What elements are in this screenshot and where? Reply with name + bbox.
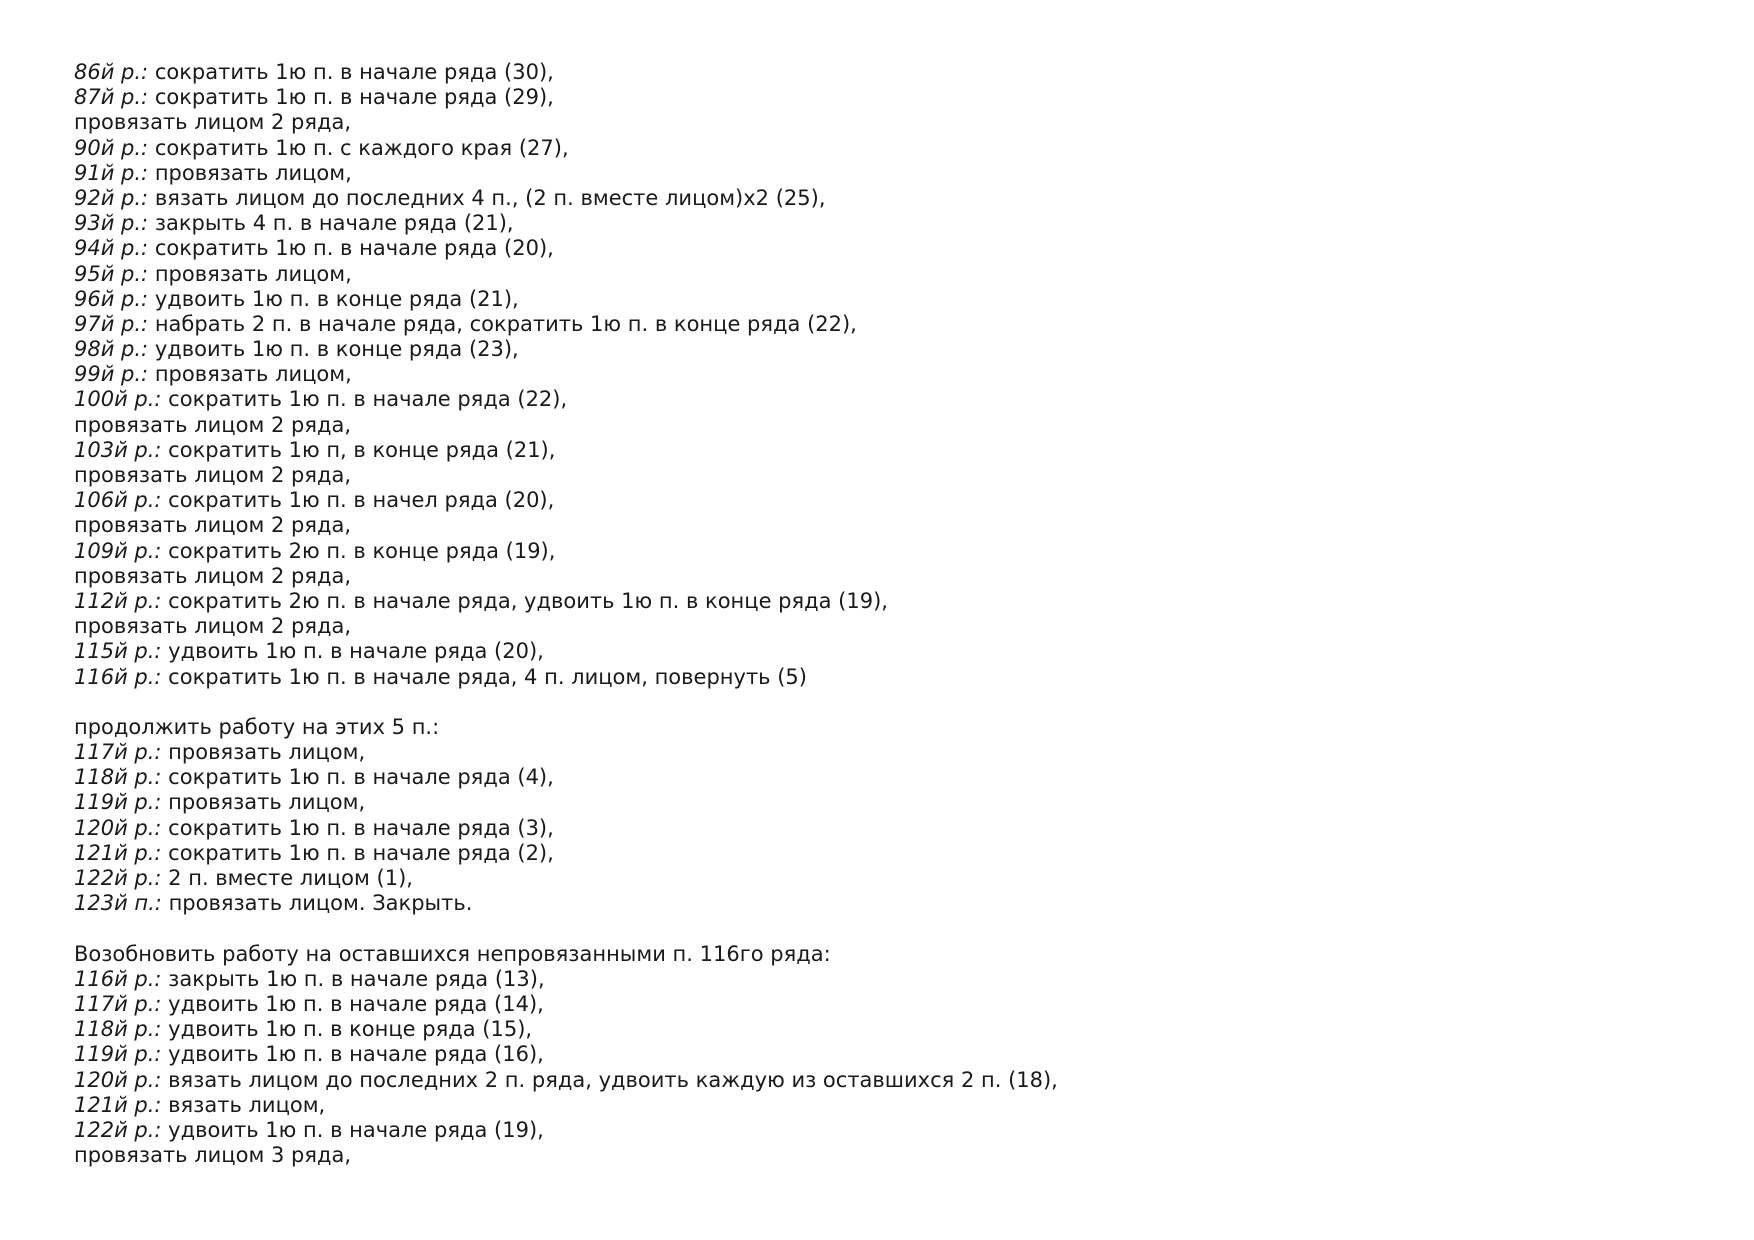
instruction-line: [74, 287, 1674, 312]
instruction-text: удвоить 1ю п. в начале ряда (19),: [161, 1117, 544, 1142]
instruction-text: провязать лицом,: [148, 261, 352, 286]
instruction-text: удвоить 1ю п. в начале ряда (16),: [161, 1042, 544, 1067]
instruction-line: [74, 564, 1674, 589]
instruction-text: закрыть 4 п. в начале ряда (21),: [148, 211, 514, 236]
instruction-text: провязать лицом 2 ряда,: [74, 110, 352, 135]
row-number-label: 109й р.:: [74, 538, 162, 563]
instruction-line: [74, 211, 1674, 236]
instruction-line: [74, 539, 1674, 564]
instruction-text: сократить 1ю п. в начале ряда (3),: [161, 815, 554, 840]
row-number-label: 121й р.:: [74, 1092, 162, 1117]
row-number-label: 106й р.:: [74, 488, 162, 513]
instruction-text: сократить 1ю п. в начале ряда, 4 п. лицом, повернуть (5): [161, 664, 807, 689]
instruction-text: сократить 1ю п. в начале ряда (30),: [148, 60, 554, 84]
instruction-text: удвоить 1ю п. в начале ряда (20),: [161, 639, 544, 664]
instruction-text: вязать лицом до последних 4 п., (2 п. вместе лицом)x2 (25),: [148, 185, 826, 210]
instruction-line: [74, 1118, 1674, 1143]
row-number-label: 86й р.:: [74, 60, 149, 84]
instruction-text: 2 п. вместе лицом (1),: [161, 866, 413, 890]
instruction-text: провязать лицом. Закрыть.: [161, 891, 473, 916]
row-number-label: 116й р.:: [74, 966, 162, 991]
instruction-line: [74, 413, 1674, 438]
instruction-line: [74, 740, 1674, 765]
row-number-label: 87й р.:: [74, 85, 149, 110]
instruction-line: [74, 60, 1674, 85]
instruction-text: сократить 1ю п. в начел ряда (20),: [161, 488, 555, 513]
row-number-label: 97й р.:: [74, 311, 149, 336]
instruction-line: [74, 891, 1674, 916]
row-number-label: 121й р.:: [74, 840, 162, 865]
row-number-label: 94й р.:: [74, 236, 149, 261]
instruction-line: [74, 992, 1674, 1017]
instruction-line: [74, 463, 1674, 488]
instruction-line: [74, 841, 1674, 866]
instruction-line: [74, 1068, 1674, 1093]
instruction-text: удвоить 1ю п. в конце ряда (23),: [148, 337, 519, 362]
paragraph-gap: [74, 916, 1674, 941]
row-number-label: 120й р.:: [74, 1067, 162, 1092]
row-number-label: 112й р.:: [74, 588, 162, 613]
instruction-text: провязать лицом 2 ряда,: [74, 513, 352, 538]
row-number-label: 99й р.:: [74, 362, 149, 387]
instruction-line: [74, 337, 1674, 362]
instruction-text: провязать лицом 3 ряда,: [74, 1143, 352, 1168]
pattern-instructions: [74, 60, 1674, 1168]
row-number-label: 123й п.:: [74, 891, 162, 916]
instruction-text: сократить 2ю п. в начале ряда, удвоить 1ю п. в конце ряда (19),: [161, 588, 888, 613]
row-number-label: 120й р.:: [74, 815, 162, 840]
instruction-text: провязать лицом,: [161, 740, 366, 765]
instruction-text: удвоить 1ю п. в конце ряда (21),: [148, 286, 519, 311]
instruction-line: [74, 589, 1674, 614]
instruction-text: провязать лицом,: [148, 160, 352, 185]
instruction-line: [74, 1093, 1674, 1118]
instruction-line: [74, 790, 1674, 815]
instruction-text: удвоить 1ю п. в начале ряда (14),: [161, 991, 544, 1016]
row-number-label: 91й р.:: [74, 160, 149, 185]
instruction-text: сократить 1ю п. в начале ряда (20),: [148, 236, 554, 261]
instruction-text: провязать лицом 2 ряда,: [74, 463, 352, 487]
instruction-line: [74, 262, 1674, 287]
row-number-label: 118й р.:: [74, 1017, 162, 1042]
instruction-line: [74, 161, 1674, 186]
instruction-line: [74, 236, 1674, 261]
row-number-label: 119й р.:: [74, 790, 162, 815]
instruction-text: вязать лицом,: [161, 1092, 326, 1117]
row-number-label: 119й р.:: [74, 1042, 162, 1067]
row-number-label: 90й р.:: [74, 135, 149, 160]
instruction-text: сократить 2ю п. в конце ряда (19),: [161, 538, 556, 563]
instruction-text: провязать лицом 2 ряда,: [74, 412, 352, 437]
instruction-line: [74, 488, 1674, 513]
row-number-label: 116й р.:: [74, 664, 162, 689]
instruction-line: [74, 186, 1674, 211]
row-number-label: 92й р.:: [74, 185, 149, 210]
row-number-label: 118й р.:: [74, 765, 162, 790]
row-number-label: 115й р.:: [74, 639, 162, 664]
instruction-line: [74, 942, 1674, 967]
row-number-label: 96й р.:: [74, 286, 149, 311]
row-number-label: 98й р.:: [74, 337, 149, 362]
instruction-line: [74, 1042, 1674, 1067]
instruction-text: сократить 1ю п. в начале ряда (2),: [161, 840, 554, 865]
instruction-text: сократить 1ю п. с каждого края (27),: [148, 135, 569, 160]
row-number-label: 93й р.:: [74, 211, 149, 236]
instruction-line: [74, 387, 1674, 412]
instruction-line: [74, 513, 1674, 538]
instruction-line: [74, 1017, 1674, 1042]
row-number-label: 100й р.:: [74, 387, 162, 412]
instruction-text: сократить 1ю п. в начале ряда (29),: [148, 85, 554, 110]
instruction-line: [74, 438, 1674, 463]
row-number-label: 117й р.:: [74, 991, 162, 1016]
row-number-label: 95й р.:: [74, 261, 149, 286]
instruction-text: сократить 1ю п. в начале ряда (22),: [161, 387, 568, 412]
instruction-line: [74, 614, 1674, 639]
instruction-line: [74, 85, 1674, 110]
instruction-text: сократить 1ю п, в конце ряда (21),: [161, 437, 556, 462]
instruction-line: [74, 1143, 1674, 1168]
row-number-label: 117й р.:: [74, 740, 162, 765]
row-number-label: 103й р.:: [74, 437, 162, 462]
instruction-text: провязать лицом 2 ряда,: [74, 563, 352, 588]
instruction-line: [74, 665, 1674, 690]
instruction-line: [74, 816, 1674, 841]
instruction-text: провязать лицом 2 ряда,: [74, 614, 352, 639]
instruction-line: [74, 765, 1674, 790]
instruction-text: закрыть 1ю п. в начале ряда (13),: [161, 966, 545, 991]
instruction-text: Возобновить работу на оставшихся непровязанными п. 116го ряда:: [74, 941, 831, 966]
paragraph-gap: [74, 690, 1674, 715]
instruction-line: [74, 639, 1674, 664]
row-number-label: 122й р.:: [74, 1117, 162, 1142]
instruction-text: сократить 1ю п. в начале ряда (4),: [161, 765, 554, 790]
instruction-line: [74, 362, 1674, 387]
instruction-line: [74, 136, 1674, 161]
instruction-line: [74, 866, 1674, 891]
instruction-line: [74, 715, 1674, 740]
instruction-text: продолжить работу на этих 5 п.:: [74, 714, 440, 739]
instruction-text: провязать лицом,: [148, 362, 352, 387]
instruction-text: удвоить 1ю п. в конце ряда (15),: [161, 1017, 533, 1042]
instruction-text: набрать 2 п. в начале ряда, сократить 1ю п. в конце ряда (22),: [148, 311, 857, 336]
instruction-line: [74, 110, 1674, 135]
row-number-label: 122й р.:: [74, 866, 162, 890]
instruction-line: [74, 967, 1674, 992]
instruction-text: вязать лицом до последних 2 п. ряда, удвоить каждую из оставшихся 2 п. (18),: [161, 1067, 1058, 1092]
instruction-text: провязать лицом,: [161, 790, 366, 815]
instruction-line: [74, 312, 1674, 337]
